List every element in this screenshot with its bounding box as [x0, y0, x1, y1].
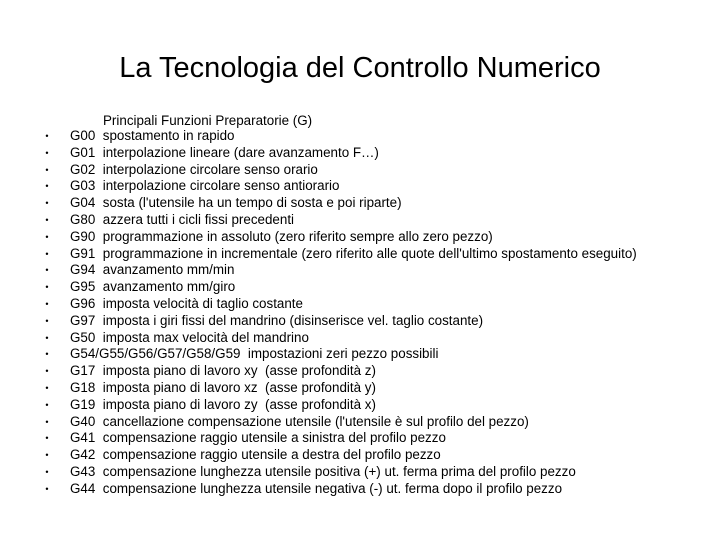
bullet-icon: •: [45, 147, 49, 158]
bullet-icon: •: [45, 466, 49, 477]
list-item-text: G80 azzera tutti i cicli fissi precedenti: [70, 211, 295, 227]
bullet-icon: •: [45, 366, 49, 377]
list-item-text: G43 compensazione lunghezza utensile positiva (+) ut. ferma prima del profilo pezzo: [70, 463, 576, 479]
slide-title: La Tecnologia del Controllo Numerico: [119, 52, 601, 84]
list-item-text: G91 programmazione in incrementale (zero riferito alle quote dell'ultimo spostamento eseguito): [70, 245, 637, 261]
bullet-icon: •: [45, 349, 49, 360]
bullet-icon: •: [45, 282, 49, 293]
bullet-icon: •: [45, 483, 49, 494]
bullet-icon: •: [45, 382, 49, 393]
list-item-text: G19 imposta piano di lavoro zy (asse profondità x): [70, 396, 376, 412]
list-item-text: G01 interpolazione lineare (dare avanzamento F…): [70, 144, 379, 160]
bullet-icon: •: [45, 198, 49, 209]
bullet-icon: •: [45, 416, 49, 427]
list-item-text: G50 imposta max velocità del mandrino: [70, 329, 309, 345]
list-item-text: G95 avanzamento mm/giro: [70, 279, 236, 295]
list-item-text: G40 cancellazione compensazione utensile (l'utensile è sul profilo del pezzo): [70, 413, 529, 429]
list-item-text: G42 compensazione raggio utensile a destra del profilo pezzo: [70, 447, 441, 463]
list-item-text: G44 compensazione lunghezza utensile negativa (-) ut. ferma dopo il profilo pezzo: [70, 480, 563, 496]
bullet-icon: •: [45, 214, 49, 225]
bullet-icon: •: [45, 265, 49, 276]
list-item-text: G17 imposta piano di lavoro xy (asse profondità z): [70, 363, 376, 379]
bullet-icon: •: [45, 131, 49, 141]
bullet-icon: •: [45, 450, 49, 461]
bullet-icon: •: [45, 332, 49, 343]
list-item-text: G18 imposta piano di lavoro xz (asse profondità y): [70, 379, 376, 395]
bullet-icon: •: [45, 164, 49, 175]
bullet-icon: •: [45, 248, 49, 259]
bullet-icon: •: [45, 433, 49, 444]
bullet-icon: •: [45, 298, 49, 309]
list-item-text: G04 sosta (l'utensile ha un tempo di sosta e poi riparte): [70, 195, 402, 211]
list-item-text: G97 imposta i giri fissi del mandrino (disinserisce vel. taglio costante): [70, 312, 484, 328]
list-item-text: G96 imposta velocità di taglio costante: [70, 295, 303, 311]
list-item-text: G94 avanzamento mm/min: [70, 262, 235, 278]
list-item-text: G00 spostamento in rapido: [70, 128, 235, 143]
list-item-text: G03 interpolazione circolare senso antiorario: [70, 178, 340, 194]
list-item-text: G02 interpolazione circolare senso orario: [70, 161, 318, 177]
bullet-icon: •: [45, 315, 49, 326]
bullet-icon: •: [45, 181, 49, 192]
list-item-text: G54/G55/G56/G57/G58/G59 impostazioni zeri pezzo possibili: [70, 346, 439, 362]
bullet-icon: •: [45, 399, 49, 410]
bullet-icon: •: [45, 231, 49, 242]
list-item-text: G90 programmazione in assoluto (zero riferito sempre allo zero pezzo): [70, 228, 493, 244]
section-subtitle: Principali Funzioni Preparatorie (G): [103, 113, 313, 128]
list-item-text: G41 compensazione raggio utensile a sinistra del profilo pezzo: [70, 430, 446, 446]
